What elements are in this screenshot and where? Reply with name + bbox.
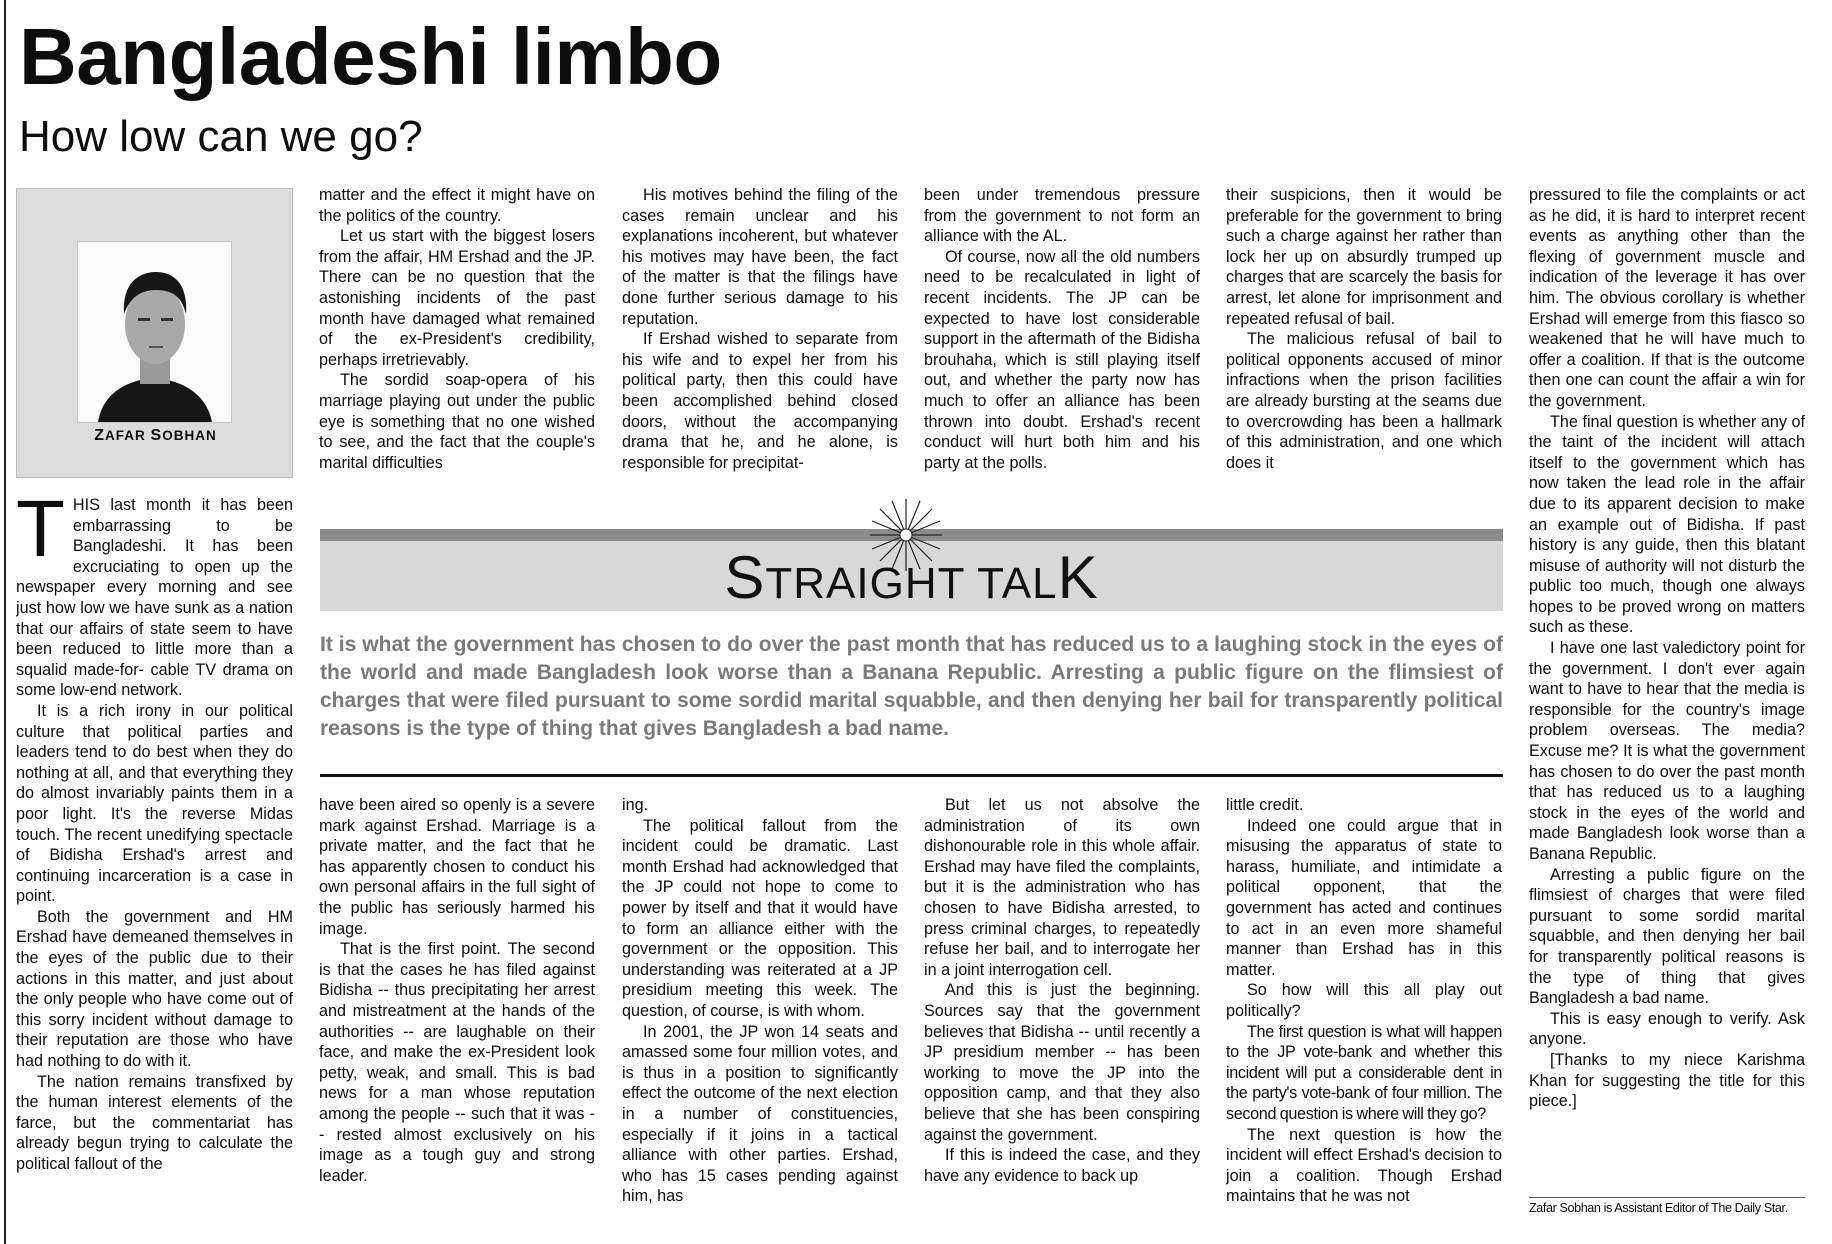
paragraph: And this is just the beginning. Sources say that the government believes that Bidisha -- until recently a JP presidium member -- has been working to move the JP into the opposition camp, and that they also believe that she has been conspiring against the government. [924, 981, 1200, 1144]
byline-last-initial: S [150, 427, 163, 444]
author-portrait [77, 241, 232, 423]
column-5-lower [1226, 795, 1502, 1235]
column-name-final: K [1057, 544, 1099, 611]
column-6 [1529, 185, 1805, 1200]
drop-cap: T [16, 495, 65, 573]
paragraph: ing. [622, 796, 649, 814]
paragraph: The political fallout from the incident could be dramatic. Last month Ershad had acknowledged that the JP could not hope to come to power by itself and that it would have to form an alliance either with the government or the opposition. This understanding was reiterated at a JP presidium meeting this week. The question, of course, is with whom. [622, 816, 898, 1020]
column-2-lower [319, 795, 595, 1235]
paragraph: It is a rich irony in our political culture that political parties and leaders tend to do best when they do nothing at all, and that everything they do almost invariably paints them in a poor light. It's the reverse Midas touch. The recent unedifying spectacle of Bidisha Ershad's arrest and continuing incarceration is a case in point. [16, 701, 293, 906]
paragraph: Both the government and HM Ershad have demeaned themselves in the eyes of the public due to their actions in this matter, and just about the only people who have come out of this sorry incident without damage to their reputation are those who have had nothing to do with it. [16, 907, 293, 1071]
paragraph: This is easy enough to verify. Ask anyone. [1529, 1009, 1805, 1049]
paragraph: [Thanks to my niece Karishma Khan for suggesting the title for this piece.] [1529, 1050, 1805, 1111]
column-5-upper [1226, 185, 1502, 498]
paragraph: If Ershad wished to separate from his wife and to expel her from his political party, then this could have been accomplished behind closed doors, without the accompanying drama that he, and he alone, is responsible for precipitat- [622, 330, 898, 472]
tagline-rule [1529, 1197, 1805, 1198]
paragraph: been under tremendous pressure from the government to not form an alliance with the AL. [924, 186, 1200, 246]
column-2-upper [319, 185, 595, 498]
paragraph: But let us not absolve the administration of its own dishonourable role in this whole affair. Ershad may have filed the complaints, but it is the administration who has chosen to have Bidisha arrested, to press criminal charges, to repeatedly refuse her bail, and to interrogate her in a joint interrogation cell. [924, 796, 1200, 979]
paragraph: His motives behind the filing of the cases remain unclear and his explanations incoherent, but whatever his motives may have been, the fact of the matter is that the filings have done further serious damage to his reputation. [622, 186, 898, 328]
column-1 [16, 495, 293, 1240]
paragraph: That is the first point. The second is that the cases he has filed against Bidisha -- thus precipitating her arrest and mistreatment at the hands of the authorities -- are laughable on their face, and make the ex-President look petty, weak, and small. This is bad news for a man whose reputation among the people -- such that it was -- rested almost exclusively on his image as a tough guy and strong leader. [319, 940, 595, 1185]
column-4-upper [924, 185, 1200, 498]
page-edge-rule [4, 0, 6, 1244]
paragraph: The nation remains transfixed by the human interest elements of the farce, but the commentariat has already begun trying to calculate the political fallout of the [16, 1072, 293, 1173]
paragraph: I have one last valedictory point for the government. I don't ever again want to have to hear that the media is responsible for the country's image problem overseas. The media? Excuse me? It is what the government has chosen to do over the past month that has reduced us to a laughing stock in the eyes of the world and made Bangladesh look worse than a Banana Republic. [1529, 639, 1805, 863]
paragraph: The sordid soap-opera of his marriage playing out under the public eye is something that no one wished to see, and the fact that the couple's marital difficulties [319, 371, 595, 472]
column-3-upper [622, 185, 898, 498]
column-name [320, 544, 1503, 615]
pull-quote: It is what the government has chosen to do over the past month that has reduced us to a laughing stock in the eyes of the world and made Bangladesh look worse than a Banana Republic. Arresting a public figure on the flimsiest of charges that were filed pursuant to some sordid marital squabble, and then denying her bail for transparently political reasons is the type of thing that gives Bangladesh a bad name. [320, 633, 1503, 740]
paragraph: If this is indeed the case, and they have any evidence to back up [924, 1146, 1200, 1185]
subheadline: How low can we go? [19, 112, 423, 161]
paragraph: have been aired so openly is a severe mark against Ershad. Marriage is a private matter, and the fact that he has apparently chosen to conduct his own personal affairs in the full sight of the public has seriously harmed his image. [319, 796, 595, 938]
paragraph: Of course, now all the old numbers need to be recalculated in light of recent incidents. The JP can be expected to have lost considerable support in the aftermath of the Bidisha brouhaha, which is still playing itself out, and whether the party now has much to offer an alliance has been thrown into doubt. Ershad's recent conduct will hurt both him and his party at the polls. [924, 247, 1200, 472]
paragraph: The first question is what will happen to the JP vote-bank and whether this incident will put a considerable dent in the party's vote-bank of four million. The second question is where will they go? [1226, 1022, 1502, 1123]
paragraph: Arresting a public figure on the flimsiest of charges that were filed pursuant to some sordid marital squabble, and then denying her bail for transparently political reasons is the type of thing that gives Bangladesh a bad name. [1529, 865, 1805, 1008]
paragraph: pressured to file the complaints or act as he did, it is hard to interpret recent events as anything other than the flexing of government muscle and indication of the leverage it has over him. The obvious corollary is whether Ershad will emerge from this fiasco so weakened that he will have much to offer a coalition. If that is the outcome then one can count the affair a win for the government. [1529, 186, 1805, 410]
column-4-lower [924, 795, 1200, 1235]
pull-quote-rule [320, 774, 1503, 777]
paragraph: HIS last month it has been embarrassing to be Bangladeshi. It has been excruciating to open up the newspaper every morning and see just how low we have sunk as a nation that our affairs of state seem to have been reduced to little more than a squalid made-for- cable TV drama on some low-end network. [16, 496, 293, 700]
headline: Bangladeshi limbo [19, 12, 722, 101]
author-tagline: Zafar Sobhan is Assistant Editor of The Daily Star. [1529, 1201, 1788, 1215]
byline-first-rest: AFAR [105, 428, 151, 443]
paragraph: The final question is whether any of the taint of the incident will attach itself to the government which has now taken the lead role in the affair due to its apparent decision to make an example out of Bidisha. If past history is any guide, then this blatant misuse of authority will not disturb the public too much, though one always hopes to be proved wrong on matters such as these. [1529, 412, 1805, 637]
paragraph: Indeed one could argue that in misusing the apparatus of state to harass, humiliate, and intimidate a political opponent, that the government has acted and continues to act in an even more shameful manner than Ershad has in this matter. [1226, 816, 1502, 979]
byline-last-rest: OBHAN [162, 428, 217, 443]
paragraph: The next question is how the incident will effect Ershad's decision to join a coalition. Though Ershad maintains that he was not [1226, 1125, 1502, 1206]
paragraph: The malicious refusal of bail to political opponents accused of minor infractions when the prison facilities are already bursting at the seams due to overcrowding has been a hallmark of this administration, and one which does it [1226, 330, 1502, 472]
column-3-lower [622, 795, 898, 1235]
column-name-middle: TRAIGHT TAL [765, 559, 1058, 608]
column-name-initial: S [724, 544, 766, 611]
paragraph: So how will this all play out politically? [1226, 981, 1502, 1020]
author-photo-box [16, 188, 293, 478]
paragraph: little credit. [1226, 796, 1304, 814]
paragraph: In 2001, the JP won 14 seats and amassed some four million votes, and is thus in a position to significantly effect the outcome of the next election in a number of constituencies, especially if it joins in a tactical alliance with other parties. Ershad, who has 15 cases pending against him, has [622, 1022, 898, 1206]
byline-initial: Z [94, 427, 106, 444]
paragraph: their suspicions, then it would be preferable for the government to bring such a charge against her rather than lock her up on absurdly trumped up charges that are scarcely the basis for arrest, let alone for imprisonment and repeated refusal of bail. [1226, 186, 1502, 328]
paragraph: matter and the effect it might have on the politics of the country. [319, 186, 595, 225]
paragraph: Let us start with the biggest losers from the affair, HM Ershad and the JP. There can be no question that the astonishing incidents of the past month have damaged what remained of the ex-President's credibility, perhaps irretrievably. [319, 227, 595, 369]
author-byline [17, 427, 294, 445]
